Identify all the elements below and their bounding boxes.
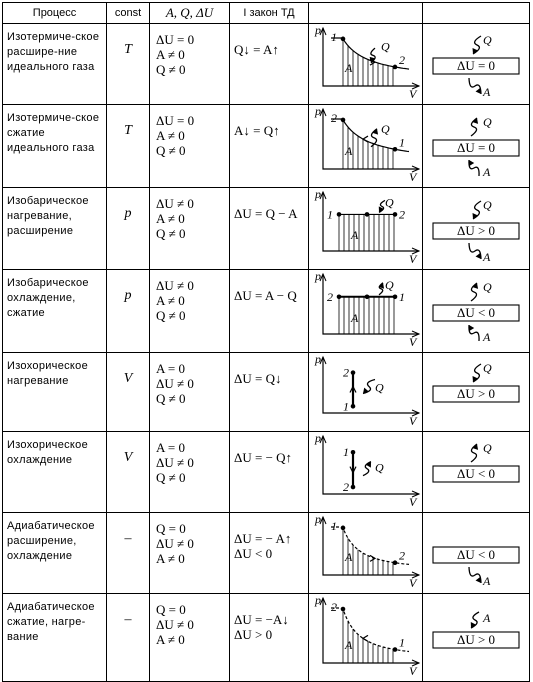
p-axis-label: p	[315, 105, 321, 118]
pv-diagram	[309, 513, 422, 593]
constant-parameter: –	[107, 594, 150, 682]
internal-energy-text: ΔU < 0	[456, 305, 496, 320]
work-area-label: A	[345, 550, 353, 564]
table-row	[3, 353, 530, 432]
internal-energy-text: ΔU > 0	[456, 386, 496, 401]
parameter-line: ΔU ≠ 0	[156, 278, 194, 293]
parameter-list	[150, 594, 230, 682]
parameter-line: A ≠ 0	[156, 551, 185, 566]
parameter-line: A = 0	[156, 440, 186, 455]
header-process: Процесс	[3, 3, 107, 24]
header-const: const	[107, 3, 150, 24]
work-area-label: A	[345, 61, 353, 75]
state-label-left: 2	[331, 110, 337, 125]
p-axis-label: p	[315, 188, 321, 201]
process-name: Адиабатическое сжатие, нагре-вание	[3, 594, 107, 682]
law-line: ΔU = A − Q	[234, 288, 297, 303]
law-line: ΔU > 0	[234, 627, 273, 642]
parameter-line: A ≠ 0	[156, 211, 185, 226]
state-label-left: 2	[327, 289, 333, 304]
constant-parameter: V	[107, 432, 150, 513]
energy-diagram-cell	[423, 270, 530, 353]
pv-diagram	[309, 353, 422, 431]
pv-diagram-cell	[309, 513, 423, 594]
parameter-list	[150, 24, 230, 105]
law-line: ΔU < 0	[234, 546, 273, 561]
parameter-list	[150, 513, 230, 594]
energy-diagram	[423, 105, 529, 187]
state-point	[351, 370, 356, 375]
axes	[323, 274, 419, 334]
work-arrow-head	[469, 160, 474, 166]
law-line: ΔU = − Q↑	[234, 450, 293, 465]
constant-parameter: p	[107, 188, 150, 270]
p-axis-label: p	[315, 24, 321, 37]
energy-diagram-cell	[423, 24, 530, 105]
first-law-equation	[230, 353, 309, 432]
state-point	[337, 212, 342, 217]
table-row	[3, 513, 530, 594]
energy-diagram	[423, 24, 529, 104]
parameter-line: ΔU ≠ 0	[156, 617, 194, 632]
table-body	[3, 24, 530, 682]
pv-diagram	[309, 24, 422, 104]
constant-parameter: –	[107, 513, 150, 594]
state-label-bottom: 1	[343, 399, 349, 414]
first-law-equation	[230, 270, 309, 353]
state-point	[351, 404, 356, 409]
process-name: Изобарическое охлаждение, сжатие	[3, 270, 107, 353]
header-graph	[309, 3, 423, 24]
table-row	[3, 105, 530, 188]
work-area-label: A	[351, 311, 359, 325]
state-point	[393, 647, 398, 652]
parameter-line: Q ≠ 0	[156, 226, 186, 241]
p-axis-label: p	[315, 270, 321, 283]
first-law-equation	[230, 513, 309, 594]
parameter-list	[150, 353, 230, 432]
pv-diagram	[309, 594, 422, 681]
internal-energy-text: ΔU < 0	[456, 547, 496, 562]
work-label: A	[483, 85, 491, 99]
heat-label: Q	[381, 121, 390, 136]
law-line: ΔU = Q − A	[234, 206, 298, 221]
state-label-right: 2	[399, 52, 405, 67]
law-line: ΔU = − A↑	[234, 531, 292, 546]
p-axis-label: p	[315, 432, 321, 445]
state-label-right: 2	[399, 548, 405, 563]
table-row	[3, 24, 530, 105]
work-label: A	[483, 330, 491, 344]
first-law-equation	[230, 594, 309, 682]
parameter-list	[150, 188, 230, 270]
internal-energy-text: ΔU = 0	[456, 140, 496, 155]
p-axis-label: p	[315, 513, 321, 526]
energy-diagram	[423, 432, 529, 512]
parameter-line: Q ≠ 0	[156, 143, 186, 158]
parameter-line: ΔU = 0	[156, 113, 195, 128]
header-energy	[423, 3, 530, 24]
parameter-list	[150, 432, 230, 513]
table-row	[3, 270, 530, 353]
state-point	[341, 118, 346, 123]
energy-diagram	[423, 353, 529, 431]
state-point	[351, 485, 356, 490]
process-direction-arrow	[370, 555, 375, 561]
pv-diagram-cell	[309, 432, 423, 513]
constant-parameter: p	[107, 270, 150, 353]
state-point	[365, 212, 370, 217]
work-arrow-head	[476, 577, 481, 583]
p-axis-label: p	[315, 353, 321, 366]
axes	[323, 357, 419, 413]
process-name: Изохорическое охлаждение	[3, 432, 107, 513]
p-axis-label: p	[315, 594, 321, 607]
parameter-line: A = 0	[156, 361, 186, 376]
pv-diagram	[309, 105, 422, 187]
state-point	[393, 65, 398, 70]
energy-diagram-cell	[423, 432, 530, 513]
thermodynamics-table	[2, 2, 530, 682]
energy-diagram-cell	[423, 188, 530, 270]
v-axis-label: V	[409, 335, 417, 349]
internal-energy-text: ΔU = 0	[456, 58, 496, 73]
state-point	[351, 450, 356, 455]
pv-diagram-cell	[309, 24, 423, 105]
parameter-list	[150, 270, 230, 353]
energy-diagram-cell	[423, 513, 530, 594]
header-params: A, Q, ΔU	[150, 3, 230, 24]
process-name: Изотермиче-ское сжатие идеального газа	[3, 105, 107, 188]
pv-diagram	[309, 188, 422, 269]
parameter-line: ΔU ≠ 0	[156, 376, 194, 391]
process-direction-arrow	[363, 136, 368, 142]
table-row	[3, 594, 530, 682]
parameter-line: Q = 0	[156, 521, 186, 536]
parameter-line: Q ≠ 0	[156, 391, 186, 406]
state-label-top: 2	[343, 365, 349, 380]
energy-diagram-cell	[423, 353, 530, 432]
v-axis-label: V	[409, 414, 417, 428]
v-axis-label: V	[409, 576, 417, 590]
law-line: ΔU = −A↓	[234, 612, 289, 627]
work-label: A	[483, 165, 491, 179]
state-label-left: 1	[331, 518, 337, 533]
work-label: A	[483, 574, 491, 588]
energy-diagram-cell	[423, 594, 530, 682]
heat-label: Q	[483, 361, 492, 375]
process-name: Изохорическое нагревание	[3, 353, 107, 432]
state-label-left: 2	[331, 600, 337, 614]
constant-parameter: T	[107, 105, 150, 188]
heat-label: Q	[381, 39, 390, 54]
law-line: A↓ = Q↑	[234, 123, 280, 138]
internal-energy-text: ΔU > 0	[456, 223, 496, 238]
state-label-left: 1	[331, 29, 337, 44]
state-point	[393, 147, 398, 152]
state-point	[341, 37, 346, 42]
state-label-right: 1	[399, 135, 405, 150]
parameter-line: A ≠ 0	[156, 632, 185, 647]
heat-label: Q	[483, 115, 492, 129]
state-label-bottom: 2	[343, 480, 349, 495]
v-axis-label: V	[409, 252, 417, 266]
state-label-right: 1	[399, 289, 405, 304]
work-arrow-head	[476, 88, 481, 94]
first-law-equation	[230, 24, 309, 105]
pv-diagram-cell	[309, 594, 423, 682]
state-point	[337, 295, 342, 300]
heat-label: Q	[483, 198, 492, 212]
parameter-list	[150, 105, 230, 188]
work-area-label: A	[345, 144, 353, 158]
internal-energy-text: ΔU < 0	[456, 466, 496, 481]
heat-label: Q	[483, 441, 492, 455]
state-label-right: 1	[399, 635, 405, 650]
state-point	[365, 295, 370, 300]
heat-label: Q	[375, 380, 384, 395]
parameter-line: A ≠ 0	[156, 128, 185, 143]
parameter-line: ΔU ≠ 0	[156, 455, 194, 470]
process-name: Изобарическое нагревание, расширение	[3, 188, 107, 270]
table-row	[3, 432, 530, 513]
v-axis-label: V	[409, 87, 417, 101]
parameter-line: Q ≠ 0	[156, 62, 186, 77]
process-name: Адиабатическое расширение, охлаждение	[3, 513, 107, 594]
energy-diagram	[423, 188, 529, 269]
state-point	[341, 526, 346, 531]
first-law-equation	[230, 105, 309, 188]
v-axis-label: V	[409, 495, 417, 509]
state-point	[393, 212, 398, 217]
state-point	[393, 560, 398, 565]
axes	[323, 192, 419, 251]
work-label: A	[483, 250, 491, 264]
work-arrow-head	[469, 325, 474, 331]
parameter-line: Q = 0	[156, 602, 186, 617]
header-law: I закон ТД	[230, 3, 309, 24]
v-axis-label: V	[409, 170, 417, 184]
axes	[323, 436, 419, 494]
work-area-label: A	[351, 228, 359, 242]
first-law-equation	[230, 188, 309, 270]
process-direction-arrow	[363, 635, 368, 641]
work-arrow-head	[476, 253, 481, 259]
work-label: A	[483, 611, 491, 625]
table-row	[3, 188, 530, 270]
heat-label: Q	[375, 460, 384, 475]
first-law-equation	[230, 432, 309, 513]
law-line: ΔU = Q↓	[234, 371, 282, 386]
energy-diagram	[423, 513, 529, 593]
energy-diagram-cell	[423, 105, 530, 188]
work-area-label: A	[345, 638, 353, 652]
v-axis-label: V	[409, 664, 417, 678]
pv-diagram-cell	[309, 188, 423, 270]
parameter-line: A ≠ 0	[156, 293, 185, 308]
state-point	[341, 607, 346, 612]
internal-energy-text: ΔU > 0	[456, 632, 496, 647]
parameter-line: ΔU ≠ 0	[156, 536, 194, 551]
law-line: Q↓ = A↑	[234, 42, 279, 57]
state-label-left: 1	[327, 207, 333, 222]
parameter-line: ΔU = 0	[156, 32, 195, 47]
parameter-line: Q ≠ 0	[156, 308, 186, 323]
constant-parameter: V	[107, 353, 150, 432]
pv-diagram-cell	[309, 105, 423, 188]
parameter-line: ΔU ≠ 0	[156, 196, 194, 211]
header-row	[3, 3, 530, 24]
axes	[323, 517, 419, 575]
heat-label: Q	[385, 277, 394, 292]
pv-diagram-cell	[309, 270, 423, 353]
pv-diagram-cell	[309, 353, 423, 432]
pv-diagram	[309, 432, 422, 512]
heat-label: Q	[385, 195, 394, 210]
energy-diagram	[423, 270, 529, 352]
energy-diagram	[423, 594, 529, 681]
pv-diagram	[309, 270, 422, 352]
parameter-line: A ≠ 0	[156, 47, 185, 62]
process-name: Изотермиче-ское расшире-ние идеального газа	[3, 24, 107, 105]
state-point	[393, 295, 398, 300]
state-label-top: 1	[343, 445, 349, 460]
heat-label: Q	[483, 33, 492, 47]
state-label-right: 2	[399, 207, 405, 222]
constant-parameter: T	[107, 24, 150, 105]
parameter-line: Q ≠ 0	[156, 470, 186, 485]
heat-label: Q	[483, 280, 492, 294]
